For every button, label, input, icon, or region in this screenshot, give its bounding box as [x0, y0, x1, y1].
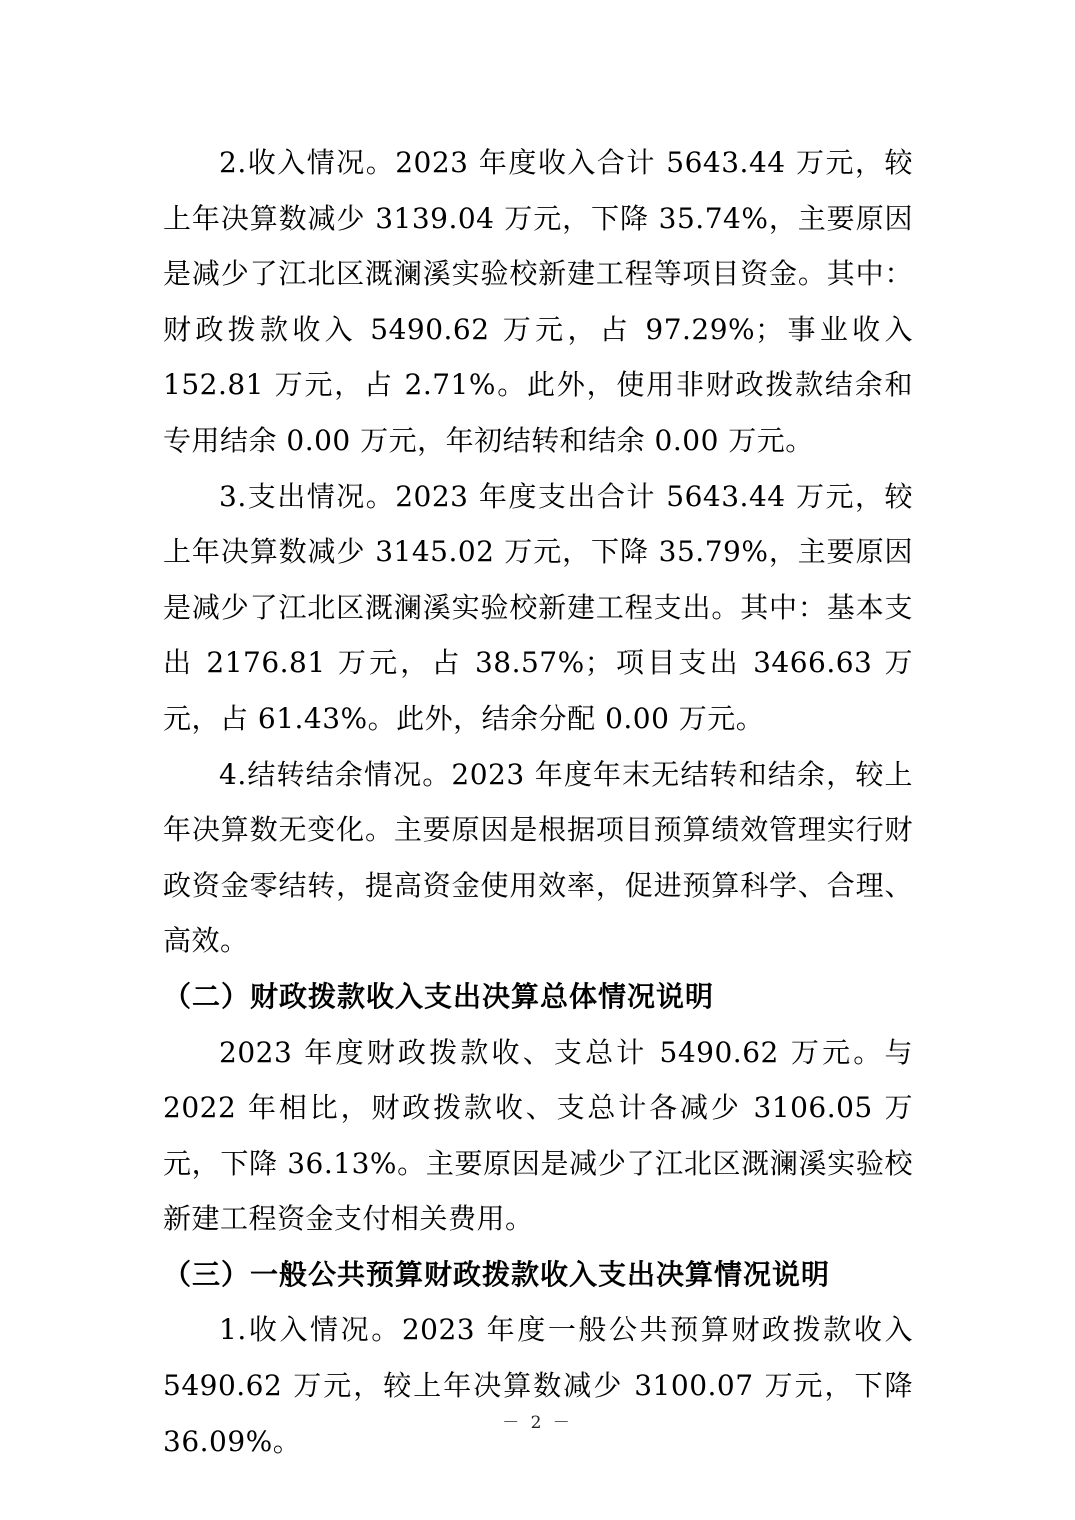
fiscal-appropriation-paragraph: 2023 年度财政拨款收、支总计 5490.62 万元。与 2022 年相比，财政拨款收、支总计各减少 3106.05 万元，下降 36.13%。主要原因是减少了江北区溉澜溪实验校新建工程资金支付相关费用。 — [163, 1035, 913, 1236]
section-heading-2: （二）财政拨款收入支出决算总体情况说明 — [163, 979, 715, 1013]
document-body — [163, 135, 913, 1469]
general-budget-income-paragraph: 1.收入情况。2023 年度一般公共预算财政拨款收入 5490.62 万元，较上年决算数减少 3100.07 万元，下降 36.09%。 — [163, 1313, 913, 1458]
expenditure-paragraph: 3.支出情况。2023 年度支出合计 5643.44 万元，较上年决算数减少 3145.02 万元，下降 35.79%，主要原因是减少了江北区溉澜溪实验校新建工程支出。其中：基本支出 2176.81 万元，占 38.57%；项目支出 3466.63 万元，占 61.43%。此外，结余分配 0.00 万元。 — [163, 479, 913, 735]
carryover-paragraph: 4.结转结余情况。2023 年度年末无结转和结余，较上年决算数无变化。主要原因是根据项目预算绩效管理实行财政资金零结转，提高资金使用效率，促进预算科学、合理、高效。 — [163, 757, 913, 958]
page-number: － 2 － — [502, 1413, 573, 1433]
section-heading-3: （三）一般公共预算财政拨款收入支出决算情况说明 — [163, 1257, 831, 1291]
income-paragraph: 2.收入情况。2023 年度收入合计 5643.44 万元，较上年决算数减少 3139.04 万元，下降 35.74%，主要原因是减少了江北区溉澜溪实验校新建工程等项目资金。其中：财政拨款收入 5490.62 万元，占 97.29%；事业收入 152.81 万元，占 2.71%。此外，使用非财政拨款结余和专用结余 0.00 万元，年初结转和结余 0.00 万元。 — [163, 146, 913, 457]
